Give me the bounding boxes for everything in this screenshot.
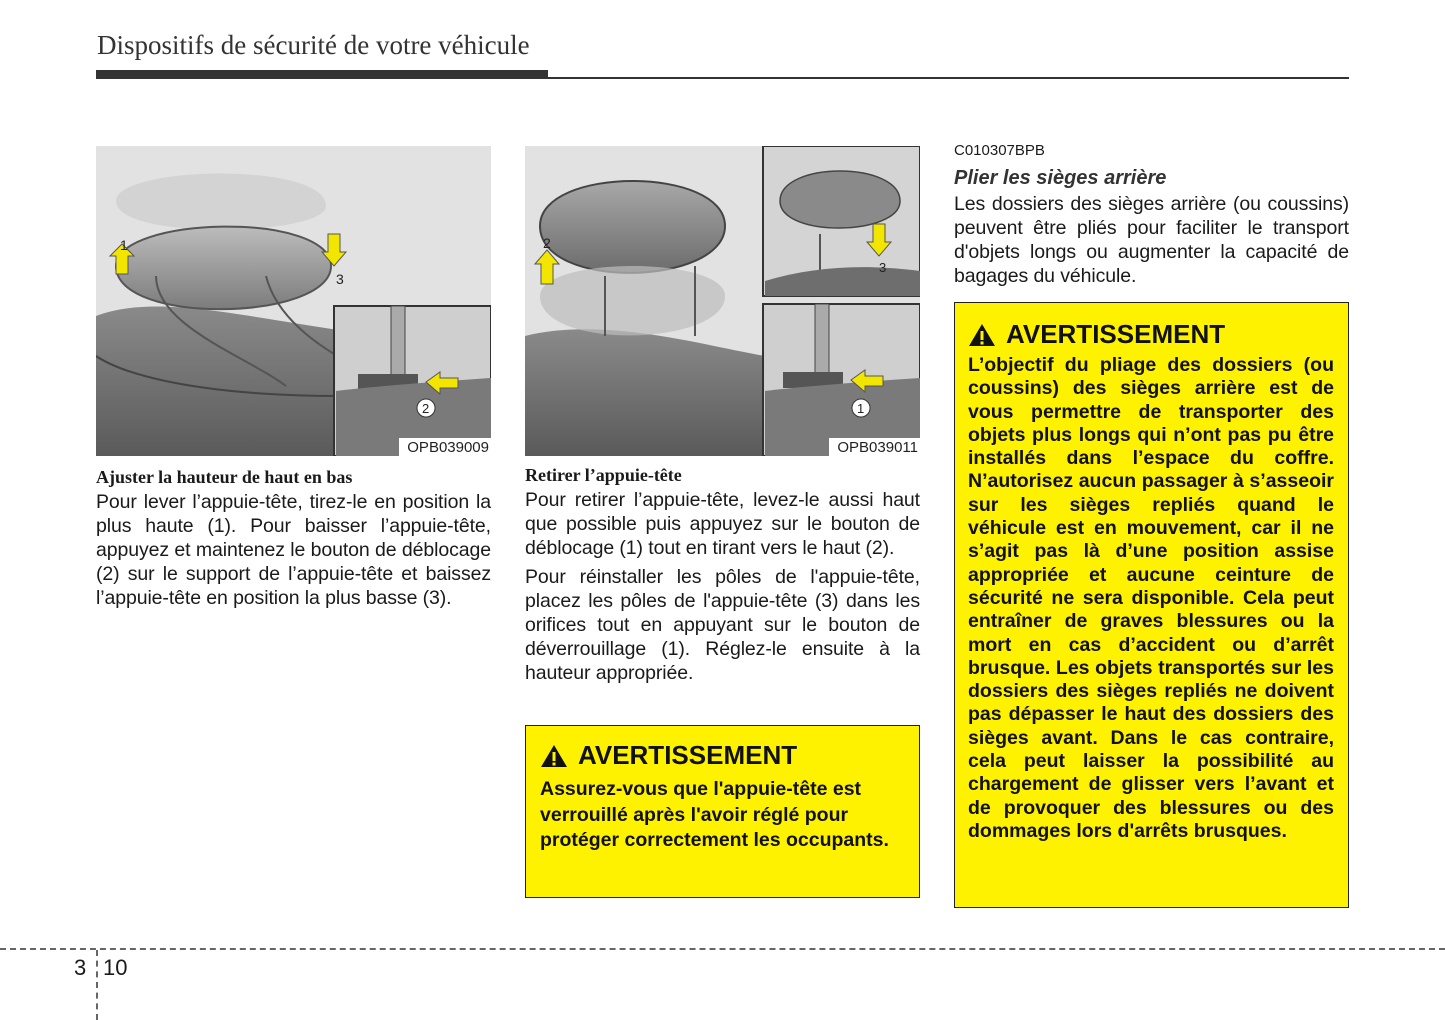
footer-rule — [0, 948, 1445, 950]
body-paragraph: Pour retirer l’appuie-tête, levez-le aussi haut que possible puis appuyez sur le bouton de déblocage (1) tout en tirant vers le haut (2). — [525, 489, 920, 559]
section-code: C010307BPB — [954, 142, 1045, 159]
figure-headrest-removal — [525, 146, 920, 456]
callout-1: 1 — [857, 401, 865, 416]
body-paragraph: Les dossiers des sièges arrière (ou coussins) peuvent être pliés pour faciliter le transport d'objets longs ou augmenter la capacité de bagages du véhicule. — [954, 193, 1349, 287]
section-heading: Plier les sièges arrière — [954, 167, 1167, 189]
header-rule-thin — [96, 77, 1349, 79]
section-heading: Retirer l’appuie-tête — [525, 465, 682, 485]
warning-box — [525, 725, 920, 898]
column-1 — [96, 466, 491, 615]
page-header-title: Dispositifs de sécurité de votre véhicule — [97, 30, 530, 60]
callout-2: 2 — [422, 401, 430, 416]
warning-triangle-icon — [968, 323, 996, 347]
footer-divider — [96, 950, 98, 1020]
section-heading: Ajuster la hauteur de haut en bas — [96, 467, 353, 487]
figure-code: OPB039009 — [399, 438, 491, 456]
warning-text: L’objectif du pliage des dossiers (ou coussins) des sièges arrière est de vous permettre de transporter des objets plus longs qui n’ont pas pu être installés dans l’espace du coffre. N’autorisez aucun passager à s’asseoir sur les sièges repliés quand le véhicule est en mouvement, car il ne s’agit pas là d’une position assise appropriée et aucune ceinture de sécurité ne sera disponible. Cela peut entraîner de graves blessures ou la mort en cas d’accident ou d’arrêt brusque. Les objets transportés sur les dossiers des sièges repliés ne doivent pas dépasser le haut des dossiers des sièges avant. Dans le cas contraire, cela peut laisser la possibilité au chargement de glisser vers l’avant et de provoquer des blessures ou des dommages lors d'arrêts brusques. — [968, 354, 1334, 842]
warning-box — [954, 302, 1349, 908]
warning-title-row — [540, 740, 905, 771]
page-number: 10 — [103, 955, 128, 980]
chapter-number: 3 — [74, 955, 87, 980]
figure-headrest-height — [96, 146, 491, 456]
body-paragraph: Pour lever l’appuie-tête, tirez-le en position la plus haute (1). Pour baisser l’appuie-tête, appuyez et maintenez le bouton de déblocage (2) sur le support de l’appuie-tête et baissez l’appuie-tête en position la plus basse (3). — [96, 491, 491, 609]
body-paragraph: Pour réinstaller les pôles de l'appuie-tête, placez les pôles de l'appuie-tête (3) dans les orifices tout en appuyant sur le bouton de déverrouillage (1). Réglez-le ensuite à la hauteur appropriée. — [525, 566, 920, 684]
callout-2: 2 — [543, 235, 551, 251]
warning-title: AVERTISSEMENT — [1006, 319, 1226, 349]
callout-1: 1 — [120, 237, 128, 253]
warning-title: AVERTISSEMENT — [578, 740, 798, 770]
column-2 — [525, 464, 920, 690]
callout-3: 3 — [879, 260, 887, 275]
warning-triangle-icon — [540, 744, 568, 768]
warning-text: Assurez-vous que l'appuie-tête est verrouillé après l'avoir réglé pour protéger correctement les occupants. — [540, 778, 889, 851]
warning-title-row — [968, 319, 1334, 350]
figure-code: OPB039011 — [829, 438, 920, 456]
callout-3: 3 — [336, 271, 344, 287]
column-3 — [954, 142, 1349, 293]
